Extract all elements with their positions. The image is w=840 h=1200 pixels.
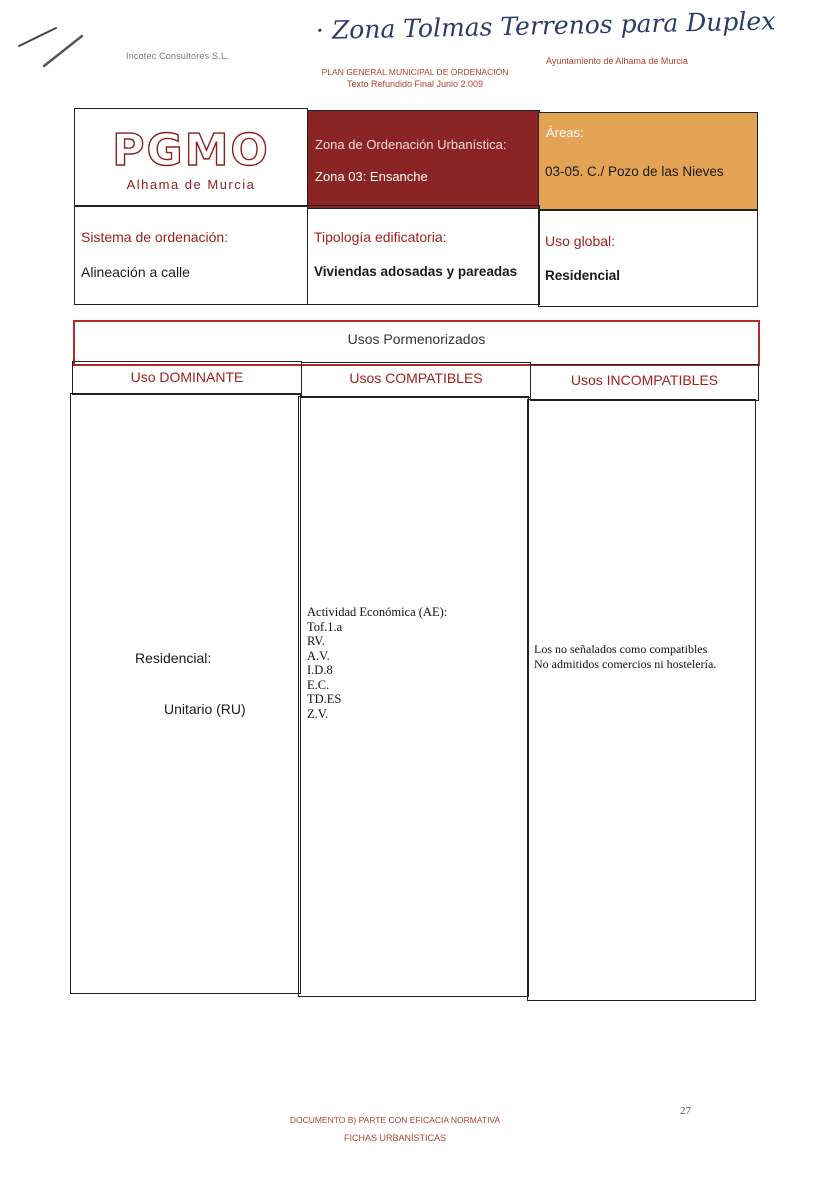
sistema-value: Alineación a calle — [81, 264, 190, 280]
compatible-item: Actividad Económica (AE): — [307, 605, 448, 619]
uso-global-cell — [538, 209, 758, 307]
logo-cell — [74, 108, 308, 207]
tipologia-cell — [307, 205, 540, 305]
incompatible-item: No admitidos comercios ni hostelería. — [534, 657, 717, 671]
tipologia-label: Tipología edificatoria: — [314, 229, 447, 245]
compatible-item: E.C. — [307, 677, 330, 692]
zona-cell — [307, 110, 540, 209]
header-incompatibles: Usos INCOMPATIBLES — [530, 364, 759, 401]
compatible-item: Tof.1.a — [307, 619, 343, 634]
areas-cell — [538, 112, 758, 211]
compatibles-list — [307, 605, 447, 721]
logo-subtitle: Alhama de Murcia — [126, 177, 256, 192]
compatible-item: TD.ES — [307, 692, 342, 706]
header-compatibles: Usos COMPATIBLES — [301, 362, 531, 398]
plan-subtitle: Texto Refundido Final Junio 2.009 — [346, 79, 484, 89]
pen-strokes — [14, 22, 94, 72]
incompatible-item: Los no señalados como compatibles — [534, 642, 708, 656]
usos-title: Usos Pormenorizados — [73, 320, 760, 366]
compatible-item: I.D.8 — [307, 663, 333, 677]
header-dominante: Uso DOMINANTE — [72, 361, 302, 395]
pgmo-logo: PGMO — [112, 125, 270, 176]
uso-global-label: Uso global: — [545, 233, 616, 249]
footer-fichas: FICHAS URBANÍSTICAS — [343, 1133, 446, 1143]
sistema-label: Sistema de ordenación: — [81, 229, 229, 245]
ayuntamiento-label: Ayuntamiento de Alhama de Murcia — [546, 56, 688, 66]
compatible-item: RV. — [307, 634, 325, 648]
tipologia-value: Viviendas adosadas y pareadas — [314, 264, 518, 279]
uso-global-value: Residencial — [545, 268, 621, 283]
plan-title: PLAN GENERAL MUNICIPAL DE ORDENACIÓN — [321, 67, 509, 77]
page-number: 27 — [680, 1105, 691, 1117]
company-name: Incotec Consultores S.L. — [126, 51, 229, 61]
handwritten-note: · Zona Tolmas Terrenos para Duplex — [315, 6, 776, 45]
areas-value: 03-05. C./ Pozo de las Nieves — [545, 164, 724, 179]
incompatibles-list — [534, 642, 716, 672]
dominante-line-2: Unitario (RU) — [164, 701, 246, 717]
compatibles-column — [298, 396, 529, 997]
sistema-cell — [74, 205, 308, 305]
dominante-line-1: Residencial: — [135, 650, 212, 666]
dominante-column — [70, 393, 301, 994]
compatible-item: A.V. — [307, 648, 330, 663]
incompatibles-column — [527, 399, 756, 1001]
zona-label: Zona de Ordenación Urbanística: — [315, 137, 507, 152]
compatible-item: Z.V. — [307, 706, 329, 721]
areas-label: Áreas: — [546, 125, 584, 140]
footer-document: DOCUMENTO B) PARTE CON EFICACIA NORMATIVA — [289, 1115, 501, 1125]
zona-value: Zona 03: Ensanche — [315, 169, 428, 184]
